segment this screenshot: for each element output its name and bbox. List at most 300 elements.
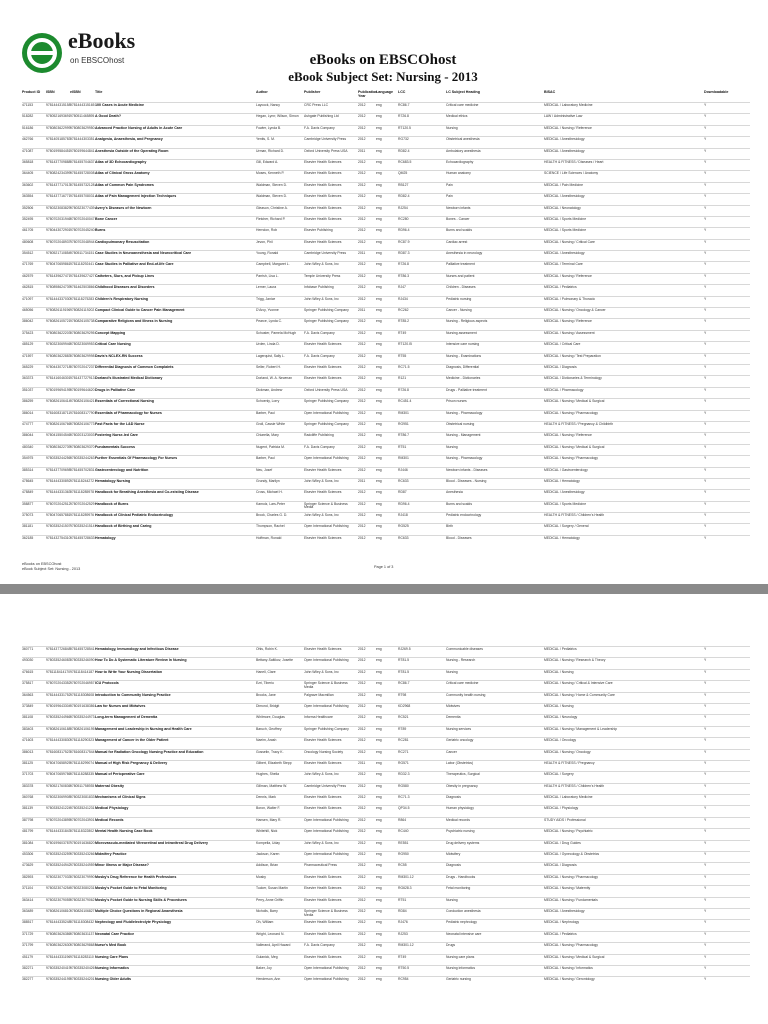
row-cell: eng	[376, 159, 382, 164]
row-cell: Perry, Anne Griffin	[256, 897, 284, 902]
row-cell: 9780803629295	[70, 330, 95, 335]
row-cell: R726.8	[398, 387, 409, 392]
row-cell: Echocardiography	[446, 159, 474, 164]
row-cell: eng	[376, 658, 382, 663]
row-cell: 9780335244966	[46, 715, 71, 720]
row-cell: 461705	[22, 228, 34, 233]
row-cell: Nursing - Research	[446, 658, 476, 663]
row-cell: Community health nursing	[446, 692, 486, 697]
row-cell: Y	[704, 692, 707, 697]
table-row	[22, 170, 750, 181]
row-title: Atlas of Pain Management Injection Techniques	[95, 194, 177, 199]
row-cell: Ashgate Publishing Ltd	[304, 114, 339, 119]
row-cell: MEDICAL / Pain Medicine	[544, 182, 584, 187]
row-cell: 2012	[358, 456, 366, 461]
row-cell: Y	[704, 251, 707, 256]
row-cell: MEDICAL / Nursing / Pharmacology	[544, 943, 598, 948]
row-cell: Nugent, Patricia M.	[256, 444, 285, 449]
row-cell: Therapeutics, Surgical	[446, 772, 480, 777]
row-cell: 9781455702831	[70, 467, 95, 472]
row-cell: Open International Publishing	[304, 829, 349, 834]
row-cell: 9780470659786	[46, 772, 71, 777]
row-cell: Y	[704, 103, 707, 107]
row-cell: Elsevier Health Sciences	[304, 738, 342, 743]
row-cell: 9780521760836	[46, 783, 71, 788]
row-cell: RG628.3	[398, 886, 412, 891]
row-cell: Medicine - Dictionaries	[446, 376, 481, 381]
row-cell: 362185	[22, 535, 34, 540]
table-row	[22, 771, 750, 782]
row-cell: 9781118283110	[70, 954, 94, 959]
row-cell: MEDICAL / Laboratory Medicine	[544, 795, 593, 800]
table-row	[22, 646, 750, 657]
row-cell: Springer Publishing Company	[304, 399, 349, 404]
row-cell: Cardiac arrest	[446, 239, 468, 244]
row-cell: 9780335243266	[70, 852, 95, 857]
row-title: Nursing Older Adults	[95, 977, 132, 982]
row-cell: 9780335244973	[70, 715, 95, 720]
document-page-2	[0, 594, 768, 1024]
row-title: 100 Cases in Acute Medicine	[95, 103, 145, 107]
table-row	[22, 512, 750, 523]
table-body-page-2	[22, 646, 750, 988]
row-cell: 9781608317790	[70, 410, 95, 415]
table-row	[22, 942, 750, 953]
row-title: A Good Death?	[95, 114, 122, 119]
row-cell: 382593	[22, 874, 34, 879]
row-cell: 9781444331363	[46, 490, 71, 495]
row-cell: Nursing - Management	[446, 433, 481, 438]
row-cell: 2012	[358, 954, 366, 959]
row-cell: 9780826106810	[46, 908, 71, 913]
row-cell: 351037	[22, 387, 34, 392]
row-cell: 9781455728633	[70, 535, 95, 540]
row-cell: Neu, Josef	[256, 467, 273, 472]
row-cell: RC521	[398, 715, 409, 720]
row-cell: 9781416046301	[46, 376, 71, 381]
row-title: Childhood Diseases and Disorders	[95, 285, 155, 290]
table-row	[22, 284, 750, 295]
row-cell: 9780803622739	[46, 444, 71, 449]
row-cell: 9781455708031	[70, 194, 95, 199]
row-cell: eng	[376, 931, 382, 936]
row-cell: RC280	[398, 216, 409, 221]
row-cell: 9780521710854	[46, 251, 71, 256]
row-cell: 9780826105738	[70, 319, 95, 324]
row-cell: Gill, Edward A.	[256, 159, 279, 164]
row-cell: 2012	[358, 920, 366, 925]
row-cell: 9781437709698	[46, 467, 71, 472]
row-cell: RJ269.5	[398, 647, 411, 651]
row-cell: SCIENCE / Life Sciences / Anatomy	[544, 171, 599, 176]
row-cell: 363414	[22, 897, 34, 902]
row-cell: 2012	[358, 296, 366, 301]
row-cell: Drugs	[446, 943, 456, 948]
row-cell: eng	[376, 840, 382, 845]
row-cell: 9780826105721	[46, 319, 71, 324]
row-cell: 9781118275283	[70, 296, 95, 301]
row-cell: Elsevier Health Sciences	[304, 376, 342, 381]
row-title: Davis's NCLEX-RN Success	[95, 353, 143, 358]
row-cell: Geriatric oncology	[446, 738, 474, 743]
table-row	[22, 136, 750, 147]
row-cell: Springer Publishing Company	[304, 726, 349, 731]
document-title: eBooks on EBSCOhost	[309, 52, 457, 68]
table-row	[22, 102, 750, 113]
row-cell: Y	[704, 285, 707, 290]
row-cell: 2012	[358, 715, 366, 720]
row-cell: MEDICAL / Neurology	[544, 715, 578, 720]
row-cell: Y	[704, 760, 707, 765]
row-cell: 386259	[22, 399, 34, 404]
row-cell: Gosselin, Tracy K.	[256, 749, 284, 754]
row-cell: RJ253	[398, 931, 408, 936]
row-cell: Y	[704, 513, 707, 518]
row-title: Concept Mapping	[95, 330, 126, 335]
row-cell: Obstetrical nursing	[446, 421, 475, 426]
row-cell: 9781118285978	[70, 490, 95, 495]
row-cell: eng	[376, 669, 382, 674]
row-cell: 9780826119196	[46, 308, 71, 313]
row-cell: MEDICAL / Nursing / Pharmacology	[544, 874, 598, 879]
row-cell: Elsevier Publishing	[304, 228, 333, 233]
row-cell: 2012	[358, 943, 366, 948]
row-cell: 2012	[358, 399, 366, 404]
row-cell: 9781444315158	[46, 103, 71, 107]
row-cell: 9780702048937	[46, 239, 71, 244]
row-cell: eng	[376, 715, 382, 720]
row-cell: Y	[704, 977, 707, 982]
row-cell: 9780203123003	[70, 433, 95, 438]
row-cell: Elsevier Health Sciences	[304, 806, 342, 811]
row-cell: 2012	[358, 262, 366, 267]
row-cell: Jackson, Karen	[256, 852, 280, 857]
table-row	[22, 931, 750, 942]
row-cell: 9781118308432	[70, 920, 95, 925]
row-cell: Y	[704, 228, 707, 233]
row-cell: MEDICAL / Nursing / Assessment	[544, 330, 595, 335]
table-row	[22, 261, 750, 272]
row-cell: RB127	[398, 182, 409, 187]
row-cell: 2012	[358, 125, 366, 130]
row-cell: 471087	[22, 148, 34, 153]
row-cell: 9780521693691	[46, 114, 71, 119]
row-cell: Bettany-Saltikov, Josette	[256, 658, 294, 663]
row-cell: 9780335244959	[70, 863, 95, 868]
row-cell: eng	[376, 783, 382, 788]
row-title: Hematology Nursing	[95, 478, 131, 483]
row-cell: Y	[704, 726, 707, 731]
table-row	[22, 148, 750, 159]
row-cell: RT86.7	[398, 433, 410, 438]
row-cell: Pain	[446, 182, 453, 187]
row-cell: Critical care medicine	[446, 681, 479, 686]
row-cell: 9780470657881	[46, 513, 71, 518]
row-cell: 9780702045240	[70, 228, 95, 233]
row-cell: 2012	[358, 330, 366, 335]
row-title: Nephrology and Fluid/electrolyte Physiology	[95, 920, 172, 925]
row-cell: RC71.3	[398, 795, 410, 800]
row-cell: F.A. Davis Company	[304, 444, 335, 449]
row-cell: 2012	[358, 342, 366, 347]
row-cell: 9780803629868	[70, 943, 95, 948]
row-cell: F.A. Davis Company	[304, 353, 335, 358]
row-cell: Intensive care nursing	[446, 342, 480, 347]
table-row	[22, 467, 750, 478]
row-cell: 481799	[22, 829, 34, 834]
row-title: Case Studies in Neuroanesthesia and Neurocritical Care	[95, 251, 192, 256]
row-cell: Ohls, Robin K.	[256, 647, 278, 651]
row-cell: 354512	[22, 251, 34, 256]
row-cell: Schoenly, Lorry	[256, 399, 280, 404]
row-cell: 364563	[22, 692, 34, 697]
row-cell: Baker, Joy	[256, 965, 272, 970]
row-cell: Gilbert, Elizabeth Stepp	[256, 760, 292, 765]
row-cell: MEDICAL / Nursing / Management & Leadership	[544, 726, 617, 731]
row-cell: 2012	[358, 965, 366, 970]
row-cell: MEDICAL / Nursing / Critical Care	[544, 239, 595, 244]
row-cell: Y	[704, 738, 707, 743]
row-cell: 471603	[22, 738, 34, 743]
table-row	[22, 680, 750, 691]
row-cell: MEDICAL / Diagnosis	[544, 863, 577, 868]
row-cell: R726.8	[398, 262, 409, 267]
row-cell: Nursing - Pharmacology	[446, 456, 483, 461]
row-cell: 9780199584451	[46, 148, 71, 153]
row-cell: eng	[376, 681, 382, 686]
row-title: Compact Clinical Guide to Cancer Pain Management	[95, 308, 185, 313]
row-cell: Jevon, Phil	[256, 239, 273, 244]
row-cell: 9780199694195	[46, 387, 71, 392]
row-title: Management and Leadership in Nursing and Health Care	[95, 726, 192, 731]
row-cell: 9781444330830	[46, 738, 71, 743]
row-cell: Elsevier Health Sciences	[304, 535, 342, 540]
row-cell: Oxford University Press USA	[304, 148, 348, 153]
row-cell: Y	[704, 182, 707, 187]
row-cell: RC281	[398, 738, 409, 743]
row-cell: Lagerquist, Sally L.	[256, 353, 285, 358]
row-cell: 9780335246090	[70, 658, 95, 663]
header-bisac: BISAC	[544, 90, 556, 94]
row-cell: 9780702040047	[70, 216, 95, 221]
header-product-id: Product ID	[22, 90, 41, 94]
row-cell: eng	[376, 524, 382, 529]
row-cell: Y	[704, 501, 707, 506]
row-cell: Bones - Cancer	[446, 216, 470, 221]
row-title: Midwifery Practice	[95, 852, 127, 857]
row-cell: 9780826106188	[46, 726, 71, 731]
row-cell: Herndon, Rob	[256, 228, 278, 233]
row-cell: Y	[704, 444, 707, 449]
row-cell: Communicable diseases	[446, 647, 483, 651]
row-cell: eng	[376, 216, 382, 221]
row-cell: Y	[704, 524, 707, 529]
row-cell: 9780199603787	[46, 840, 71, 845]
row-cell: RT50.5	[398, 965, 410, 970]
ebooks-logo	[20, 20, 170, 80]
row-cell: 9781444331196	[46, 954, 71, 959]
row-cell: 9781462503866	[70, 285, 95, 290]
table-row	[22, 828, 750, 839]
table-row	[22, 227, 750, 238]
row-cell: MEDICAL / Laboratory Medicine	[544, 103, 593, 107]
row-cell: RM301	[398, 456, 409, 461]
row-title: Children's Respiratory Nursing	[95, 296, 148, 301]
row-cell: 9781437717013	[46, 182, 71, 187]
row-cell: 9780323069908	[46, 795, 71, 800]
table-row	[22, 375, 750, 386]
row-cell: 2012	[358, 692, 366, 697]
row-cell: Fowler, Lynda B.	[256, 125, 282, 130]
logo-sub: on EBSCOhost	[70, 56, 125, 65]
row-cell: RC55	[398, 863, 407, 868]
header-downloadable: Downloadable	[704, 90, 729, 94]
row-cell: RD82.4	[398, 194, 410, 199]
row-cell: KD2968	[398, 703, 411, 708]
row-cell: Parrish, Lisa L.	[256, 273, 279, 278]
row-cell: eng	[376, 125, 382, 130]
row-cell: 9781432754310	[46, 535, 71, 540]
row-cell: Neonatal intensive care	[446, 931, 482, 936]
row-cell: 2012	[358, 137, 366, 142]
table-row	[22, 444, 750, 455]
row-cell: RC271	[398, 749, 409, 754]
row-cell: Prison nurses	[446, 399, 467, 404]
row-title: Manual of Perioperative Care	[95, 772, 145, 777]
row-cell: 381125	[22, 760, 34, 765]
table-row	[22, 840, 750, 851]
row-cell: eng	[376, 262, 382, 267]
row-title: Introduction to Community Nursing Practice	[95, 692, 171, 697]
row-cell: Kamolz, Lars-Peter	[256, 501, 286, 506]
row-title: Mosby's Drug Reference for Health Professions	[95, 874, 177, 879]
row-cell: eng	[376, 330, 382, 335]
row-cell: 354975	[22, 456, 34, 461]
row-cell: John Wiley & Sons, Inc	[304, 296, 339, 301]
row-cell: Children - Diseases	[446, 285, 476, 290]
row-cell: MEDICAL / Diagnosis	[544, 364, 577, 369]
row-cell: Open International Publishing	[304, 852, 349, 857]
row-cell: Y	[704, 296, 707, 301]
row-cell: 9781608318711	[46, 410, 71, 415]
row-title: ICU Protocols	[95, 681, 119, 686]
row-cell: 2012	[358, 783, 366, 788]
row-cell: 9780470659861	[46, 262, 71, 267]
row-cell: 2012	[358, 353, 366, 358]
row-cell: MEDICAL / Pharmacology	[544, 387, 584, 392]
row-cell: eng	[376, 171, 382, 176]
row-cell: 371104	[22, 886, 34, 891]
row-cell: 381139	[22, 806, 34, 811]
row-cell: Y	[704, 342, 707, 347]
row-cell: Campbell, Margaret L.	[256, 262, 290, 267]
row-cell: RT89	[398, 726, 407, 731]
row-cell: RC633	[398, 535, 409, 540]
row-cell: 9780826106195	[70, 726, 95, 731]
row-cell: Y	[704, 410, 707, 415]
row-cell: MEDICAL / Anesthesiology	[544, 251, 585, 256]
row-cell: 371799	[22, 943, 34, 948]
row-cell: Conduction anesthesia	[446, 908, 481, 913]
row-cell: 363373	[22, 376, 34, 381]
table-row	[22, 976, 750, 987]
row-cell: 9781118414170	[46, 669, 71, 674]
row-cell: MEDICAL / Pulmonary & Thoracic	[544, 296, 596, 301]
row-cell: Y	[704, 954, 707, 959]
row-title: Avery's Diseases of the Newborn	[95, 205, 152, 210]
row-cell: Whitmore, Douglas	[256, 715, 285, 720]
row-cell: 9780323069946	[46, 342, 71, 347]
row-cell: Elsevier Health Sciences	[304, 216, 342, 221]
row-cell: Nursing services	[446, 726, 472, 731]
table-row	[22, 478, 750, 489]
row-cell: Trigg, Janice	[256, 296, 276, 301]
row-cell: RM301.12	[398, 943, 414, 948]
row-title: Burns	[95, 228, 106, 233]
row-cell: 9780702043901	[70, 817, 95, 822]
row-cell: 485129	[22, 342, 34, 347]
table-row	[22, 307, 750, 318]
row-cell: Y	[704, 376, 707, 381]
row-title: Maternal Obesity	[95, 783, 124, 788]
row-title: Microvasculo-mediated Vitreoretinal and Intravitreal Drug Delivery	[95, 840, 208, 845]
row-cell: Y	[704, 433, 707, 438]
row-cell: Y	[704, 148, 707, 153]
row-cell: 462815	[22, 285, 34, 290]
row-cell: 2012	[358, 501, 366, 506]
row-title: Nursing Care Plans	[95, 954, 129, 959]
table-row	[22, 692, 750, 703]
row-cell: 9781118299074	[70, 760, 95, 765]
row-cell: John Wiley & Sons, Inc	[304, 669, 339, 674]
row-cell: 471153	[22, 103, 34, 107]
row-cell: 9780803629950	[70, 125, 95, 130]
row-cell: Y	[704, 125, 707, 130]
row-cell: eng	[376, 943, 382, 948]
table-row	[22, 273, 750, 284]
row-cell: RG732	[398, 137, 409, 142]
row-cell: RC440	[398, 829, 409, 834]
row-cell: 9780824234399	[46, 171, 71, 176]
row-cell: 2012	[358, 285, 366, 290]
row-cell: Hanell, Clare	[256, 669, 276, 674]
row-cell: Y	[704, 647, 707, 651]
table-row	[22, 216, 750, 227]
row-cell: STUDY AIDS / Professional	[544, 817, 586, 822]
row-cell: 2012	[358, 103, 366, 107]
row-cell: 2012	[358, 239, 366, 244]
row-cell: 9780702031946	[46, 216, 71, 221]
row-cell: Open International Publishing	[304, 456, 349, 461]
row-cell: 9781118244272	[70, 478, 95, 483]
row-cell: Hoffman, Ronald	[256, 535, 282, 540]
row-cell: Cross, Michael H.	[256, 490, 283, 495]
table-row	[22, 657, 750, 668]
row-cell: Nursing informatics	[446, 965, 476, 970]
row-cell: 2012	[358, 159, 366, 164]
row-cell: MEDICAL / Critical Care	[544, 342, 581, 347]
table-row	[22, 489, 750, 500]
row-cell: 2012	[358, 273, 366, 278]
row-cell: RD87	[398, 490, 407, 495]
row-cell: 2011	[358, 148, 366, 153]
row-cell: eng	[376, 387, 382, 392]
row-cell: 2012	[358, 726, 366, 731]
row-cell: Y	[704, 319, 707, 324]
row-cell: F.A. Davis Company	[304, 330, 335, 335]
row-cell: 2012	[358, 840, 366, 845]
row-cell: 2012	[358, 931, 366, 936]
